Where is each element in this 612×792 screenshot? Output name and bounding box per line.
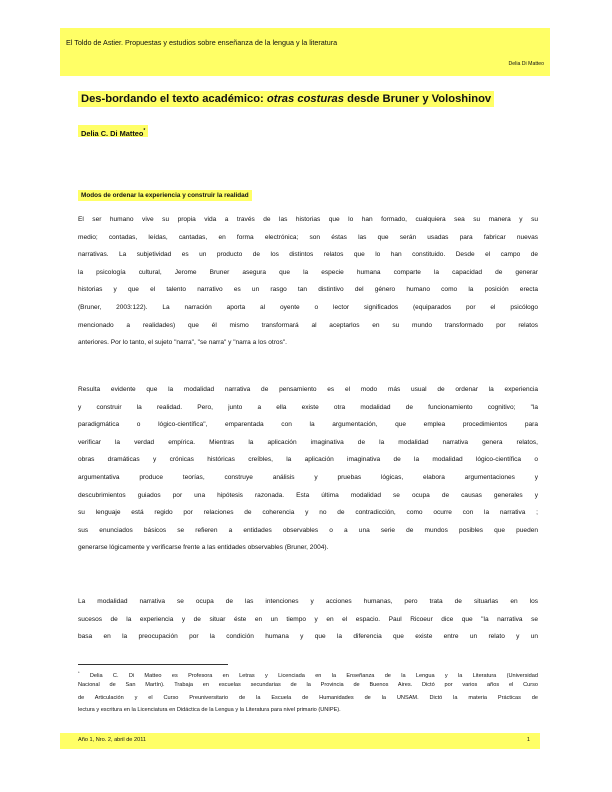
journal-name: El Toldo de Astier. Propuestas y estudios sobre enseñanza de la lengua y la literatura	[66, 38, 338, 47]
paragraph-line: argumentativa produce teorías, construye análisis y pruebas lógicas, elabora argumentaciones y	[78, 473, 538, 481]
paragraph-line: verificar la verdad empírica. Mientras la aplicación imaginativa de la modalidad narrativa genera relatos,	[78, 438, 538, 446]
article-author	[78, 125, 148, 137]
footnote-line: lectura y escritura en la Licenciatura en Didáctica de la Lengua y la Literatura para nivel primario (UNIPE).	[78, 707, 341, 714]
title-part-1: Des-bordando el texto académico:	[81, 93, 267, 105]
paragraph-3	[78, 596, 538, 649]
title-part-2: desde Bruner y Voloshinov	[344, 93, 492, 105]
paragraph-line: El ser humano vive su propia vida a través de las historias que lo han formado, cualquiera sea su manera y su	[78, 216, 538, 223]
paragraph-1	[78, 214, 538, 355]
paragraph-line: basa en la preocupación por la condición humana y que la diferencia que existe entre un relato y un	[78, 633, 538, 641]
paragraph-line: historias y que el talento narrativo es un rasgo tan distintivo del género humano como la posición erecta	[78, 286, 538, 294]
title-part-italic: otras costuras	[266, 93, 344, 105]
footnote-divider	[78, 664, 228, 665]
header-author: Delia Di Matteo	[508, 61, 544, 67]
footnote-line: de Articulación y el Curso Preuniversitario de la Escuela de Humanidades de la UNSAM. Dictó la materia Prácticas de	[78, 694, 538, 701]
paragraph-line: mencionado a realidades) que él mismo transformará al aceptarlos en su mundo transformado por relatos	[78, 321, 538, 329]
paragraph-line: narrativas. La subjetividad es un producto de los distintos relatos que lo han constituido. Desde el campo de	[78, 251, 538, 259]
paragraph-line: sus enunciados básicos se refieren a entidades observables o a una serie de mundos posibles que pueden	[78, 526, 538, 534]
paragraph-line: Resulta evidente que la modalidad narrativa de pensamiento es el modo más usual de ordenar la experiencia	[78, 386, 538, 393]
footnote-line	[78, 668, 538, 680]
paragraph-line: anteriores. Por lo tanto, el sujeto "narra", "se narra" y "narra a los otros".	[78, 339, 287, 347]
paragraph-line: la psicología cultural, Jerome Bruner asegura que la especie humana comparte la capacidad de generar	[78, 268, 538, 276]
paragraph-line: paradigmática o lógico-científica", emparentada con la argumentación, que emplea procedimientos para	[78, 421, 538, 429]
section-heading: Modos de ordenar la experiencia y construir la realidad	[78, 190, 252, 201]
issue-info: Año 1, Nro. 2, abril de 2011	[78, 737, 146, 743]
paragraph-line: sucesos de la experiencia y de situar éste en un tiempo y en el espacio. Paul Ricoeur dice que "la narrativa se	[78, 615, 538, 623]
paragraph-line: obras dramáticas y crónicas históricas creíbles, la aplicación imaginativa de la modalidad lógico-científica o	[78, 456, 538, 464]
paragraph-2	[78, 384, 538, 560]
running-header	[60, 28, 550, 76]
paragraph-line: su lenguaje está regido por relaciones de coherencia y no de contradicción, como ocurre con la narrativa ;	[78, 509, 538, 517]
paragraph-line: y construir la realidad. Pero, junto a ella existe otra modalidad de funcionamiento cognitivo; "la	[78, 403, 538, 411]
page-number: 1	[526, 737, 530, 743]
paragraph-line: medio; contadas, leídas, cantadas, en forma electrónica; son éstas las que serán usadas para fabricar nuevas	[78, 233, 538, 241]
author-footnote-mark: *	[143, 128, 146, 134]
author-name: Delia C. Di Matteo	[81, 129, 144, 138]
article-title	[78, 91, 494, 107]
paragraph-line: descubrimientos guiados por una hipótesis razonada. Esta última modalidad se ocupa de causas generales y	[78, 491, 538, 499]
running-footer	[60, 733, 540, 749]
footnote-mark: *	[78, 670, 80, 675]
paragraph-line: (Bruner, 2003:122). La narración aporta al oyente o lector significados (equiparados por el psicólogo	[78, 303, 538, 311]
paragraph-line: La modalidad narrativa se ocupa de las intenciones y acciones humanas, pero trata de situarlas en los	[78, 598, 538, 605]
footnote	[78, 668, 538, 718]
footnote-line: Nacional de San Martín). Trabaja en escuelas secundarias de la Provincia de Buenos Aires. Dictó por varios años el Curso	[78, 682, 538, 689]
paragraph-line: generarse lógicamente y verificarse frente a las entidades observables (Bruner, 2004).	[78, 544, 329, 552]
footnote-text: Delia C. Di Matteo es Profesora en Letras y Licenciada en la Enseñanza de la Lengua y la Literatura (Universidad	[79, 673, 538, 679]
